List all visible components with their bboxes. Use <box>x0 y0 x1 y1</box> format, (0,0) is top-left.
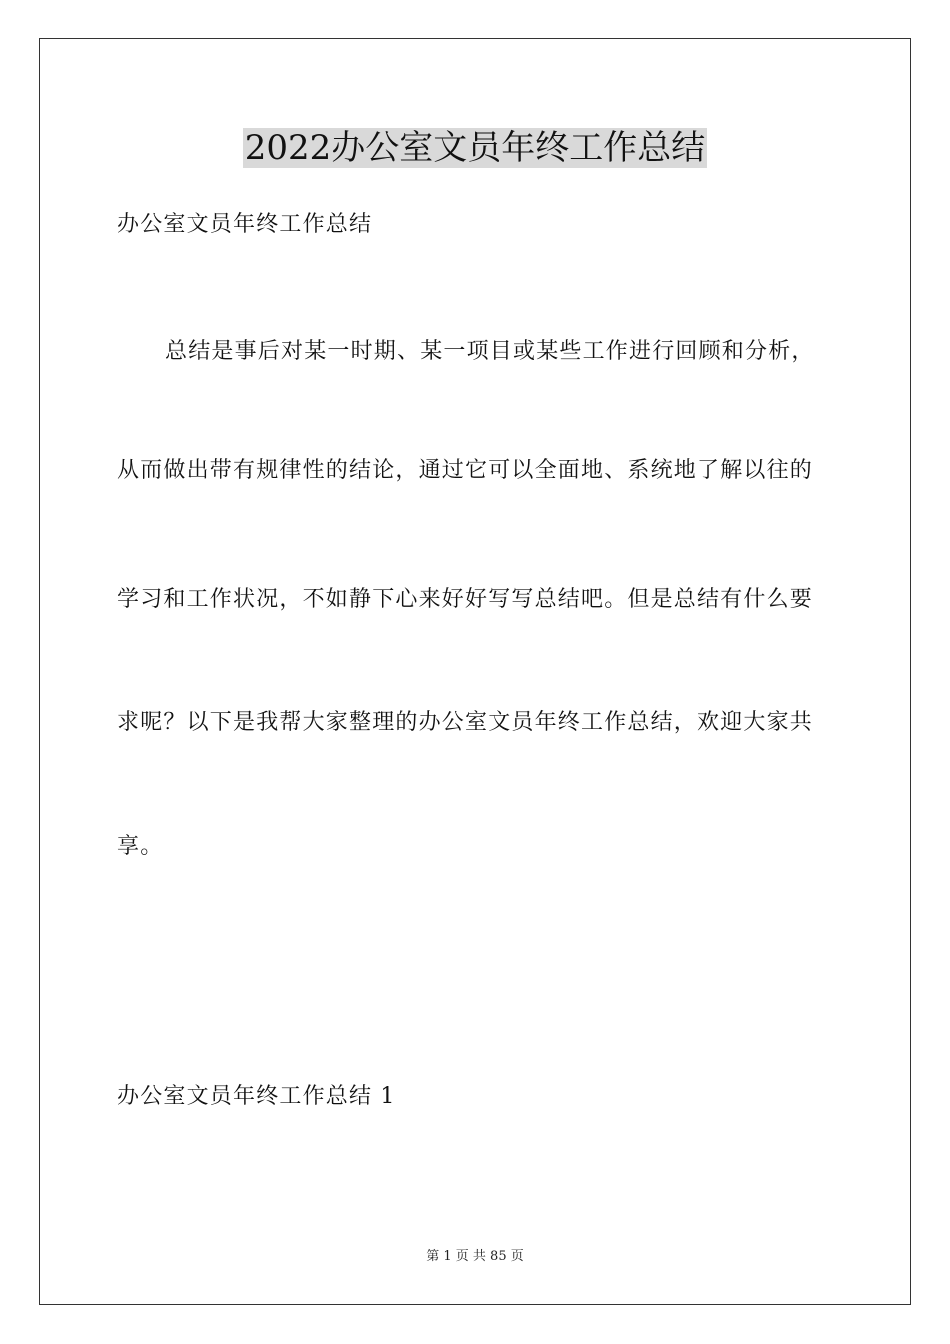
section-heading: 办公室文员年终工作总结 1 <box>117 1084 396 1109</box>
body-line-2: 从而做出带有规律性的结论，通过它可以全面地、系统地了解以往的 <box>117 458 814 483</box>
document-title-text: 2022办公室文员年终工作总结 <box>244 128 706 168</box>
page-footer: 第 1 页 共 85 页 <box>426 1249 524 1264</box>
body-line-4: 求呢？以下是我帮大家整理的办公室文员年终工作总结，欢迎大家共 <box>117 710 814 735</box>
document-title <box>0 126 950 170</box>
document-subtitle: 办公室文员年终工作总结 <box>117 212 373 237</box>
body-line-3: 学习和工作状况，不如静下心来好好写写总结吧。但是总结有什么要 <box>117 587 814 612</box>
body-line-1: 总结是事后对某一时期、某一项目或某些工作进行回顾和分析， <box>165 339 815 364</box>
body-line-5: 享。 <box>117 834 164 859</box>
